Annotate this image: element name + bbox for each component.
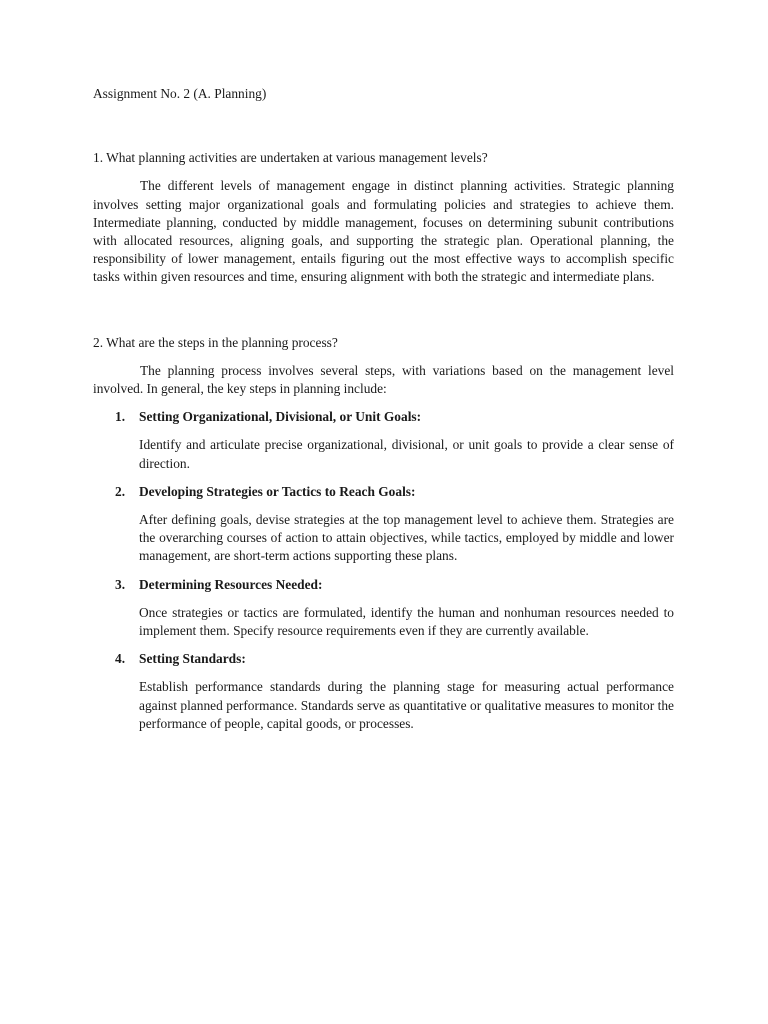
step-item <box>93 483 674 566</box>
answer-1-paragraph: The different levels of management engage in distinct planning activities. Strategic planning involves setting major organizational goals and formulating policies and strategies to achieve them. Intermediate planning, conducted by middle management, focuses on determining subunit contributions with allocated resources, aligning goals, and supporting the strategic plan. Operational planning, the responsibility of lower management, entails figuring out the most effective ways to accomplish specific tasks within given resources and time, ensuring alignment with both the strategic and intermediate plans. <box>93 178 674 285</box>
step-heading-row <box>93 408 674 426</box>
step-heading: Setting Organizational, Divisional, or Unit Goals: <box>139 409 422 425</box>
document-page <box>93 85 674 733</box>
question-2: 2. What are the steps in the planning process? <box>93 334 338 350</box>
step-heading-row <box>93 650 674 668</box>
step-description: Establish performance standards during the planning stage for measuring actual performance against planned performance. Standards serve as quantitative or qualitative measures to monitor the performance of people, capital goods, or processes. <box>139 679 674 731</box>
step-description: Once strategies or tactics are formulated, identify the human and nonhuman resources needed to implement them. Specify resource requirements even if they are currently available. <box>139 604 674 639</box>
question-2-section <box>93 334 674 733</box>
step-item <box>93 650 674 733</box>
step-number: 4. <box>115 651 126 667</box>
step-number: 2. <box>115 483 126 499</box>
step-description: After defining goals, devise strategies at the top management level to achieve them. Strategies are the overarching courses of action to attain objectives, while tactics, employed by middle and lower management, are short-term actions supporting these plans. <box>139 512 674 564</box>
question-1: 1. What planning activities are undertaken at various management levels? <box>93 150 488 166</box>
document-title: Assignment No. 2 (A. Planning) <box>93 86 267 101</box>
step-description: Identify and articulate precise organizational, divisional, or unit goals to provide a clear sense of direction. <box>139 437 674 471</box>
step-heading: Determining Resources Needed: <box>139 576 323 592</box>
step-number: 3. <box>115 576 126 592</box>
step-heading-row <box>93 483 674 501</box>
step-heading: Developing Strategies or Tactics to Reach Goals: <box>139 483 416 499</box>
planning-steps-list <box>93 408 674 733</box>
step-number: 1. <box>115 409 126 425</box>
answer-2-intro: The planning process involves several steps, with variations based on the management level involved. In general, the key steps in planning include: <box>93 362 674 397</box>
step-heading: Setting Standards: <box>139 651 246 667</box>
step-item <box>93 576 674 641</box>
question-1-section <box>93 149 674 286</box>
step-heading-row <box>93 576 674 594</box>
step-item <box>93 408 674 473</box>
